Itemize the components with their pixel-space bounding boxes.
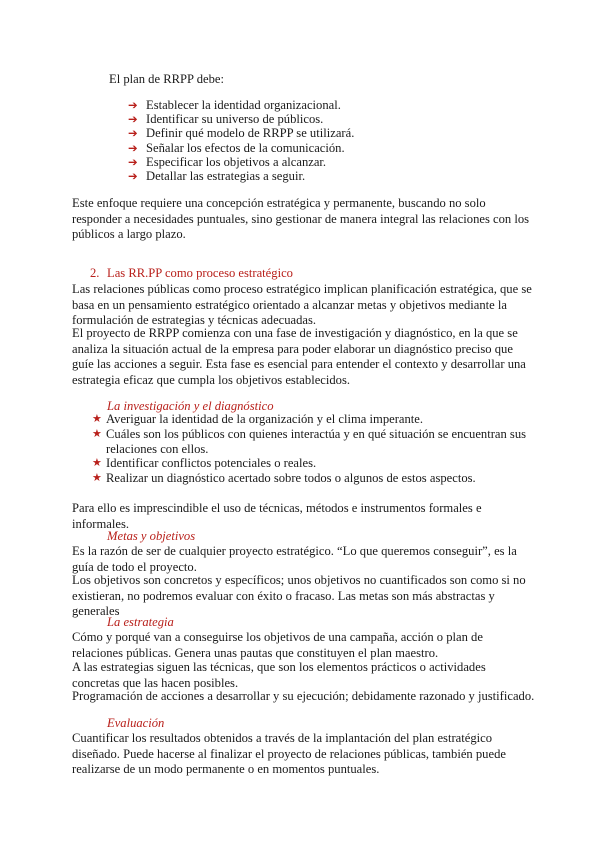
arrow-right-icon: ➔ xyxy=(128,112,138,127)
list-item: ➔ Señalar los efectos de la comunicación. xyxy=(128,140,345,155)
evaluacion-paragraph: Cuantificar los resultados obtenidos a través de la implantación del plan estratégico diseñado. Puede hacerse al finalizar el proyecto de relaciones públicas, también puede realizarse de un modo permanente o en momentos puntuales. xyxy=(72,731,506,777)
section-paragraph-2: El proyecto de RRPP comienza con una fase de investigación y diagnóstico, en la que se analiza la situación actual de la empresa para poder elaborar un diagnóstico preciso que guíe las acciones a seguir. Esta fase es esencial para entender el contexto y desarrollar una estrategia eficaz que cumpla los objetivos establecidos. xyxy=(72,326,526,387)
subheading-evaluacion: Evaluación xyxy=(107,716,165,730)
star-icon: ★ xyxy=(92,456,102,470)
subheading-investigacion: La investigación y el diagnóstico xyxy=(107,399,274,413)
list-item: ➔ Especificar los objetivos a alcanzar. xyxy=(128,154,327,169)
plan-list xyxy=(128,98,528,183)
section-title: Las RR.PP como proceso estratégico xyxy=(107,266,293,280)
subheading-metas: Metas y objetivos xyxy=(107,529,196,543)
arrow-right-icon: ➔ xyxy=(128,98,138,112)
list-item: ★ Realizar un diagnóstico acertado sobre todos o algunos de estos aspectos. xyxy=(92,471,476,486)
estrategia-paragraph-2: A las estrategias siguen las técnicas, que son los elementos prácticos o actividades concretas que las hacen posibles. xyxy=(72,660,486,690)
list-item: ★ Cuáles son los públicos con quienes interactúa y en qué situación se encuentran sus relaciones con ellos. xyxy=(92,426,527,456)
estrategia-paragraph-1: Cómo y porqué van a conseguirse los objetivos de una campaña, acción o plan de relaciones públicas. Genera unas pautas que constituyen el plan maestro. xyxy=(72,630,483,660)
section-heading xyxy=(90,266,293,282)
subheading-estrategia: La estrategia xyxy=(107,615,174,629)
section-number: 2. xyxy=(90,266,100,280)
intro-text: El plan de RRPP debe: xyxy=(109,72,224,86)
list-item: ➔ Definir qué modelo de RRPP se utilizará. xyxy=(128,126,355,141)
arrow-right-icon: ➔ xyxy=(128,169,138,184)
star-icon: ★ xyxy=(92,426,102,440)
list-item: ➔ Detallar las estrategias a seguir. xyxy=(128,169,306,184)
star-icon: ★ xyxy=(92,412,102,425)
section-paragraph-1: Las relaciones públicas como proceso estratégico implican planificación estratégica, que se basa en un pensamiento estratégico orientado a alcanzar metas y objetivos mediante la formulación de estrategias y técnicas adecuadas. xyxy=(72,282,532,328)
investigacion-list xyxy=(84,412,534,486)
metas-paragraph-1: Es la razón de ser de cualquier proyecto estratégico. “Lo que queremos conseguir”, es la guía de todo el proyecto. xyxy=(72,544,517,574)
arrow-right-icon: ➔ xyxy=(128,126,138,141)
enfoque-paragraph: Este enfoque requiere una concepción estratégica y permanente, buscando no solo responder a necesidades puntuales, sino gestionar de manera integral las relaciones con los públicos a largo plazo. xyxy=(72,196,530,242)
arrow-right-icon: ➔ xyxy=(128,154,138,169)
list-item: ➔ Establecer la identidad organizacional. xyxy=(128,98,341,112)
estrategia-paragraph-3: Programación de acciones a desarrollar y su ejecución; debidamente razonado y justificado. xyxy=(72,689,535,703)
list-item: ★ Averiguar la identidad de la organización y el clima imperante. xyxy=(92,412,424,426)
investigacion-after: Para ello es imprescindible el uso de técnicas, métodos e instrumentos formales e informales. xyxy=(72,501,482,531)
list-item: ★ Identificar conflictos potenciales o reales. xyxy=(92,456,317,471)
list-item: ➔ Identificar su universo de públicos. xyxy=(128,112,324,127)
star-icon: ★ xyxy=(92,471,102,485)
metas-paragraph-2: Los objetivos son concretos y específicos; unos objetivos no cuantificados son como si no existieran, no podremos evaluar con éxito o fracaso. Las metas son más abstractas y generales xyxy=(72,573,526,619)
arrow-right-icon: ➔ xyxy=(128,140,138,155)
